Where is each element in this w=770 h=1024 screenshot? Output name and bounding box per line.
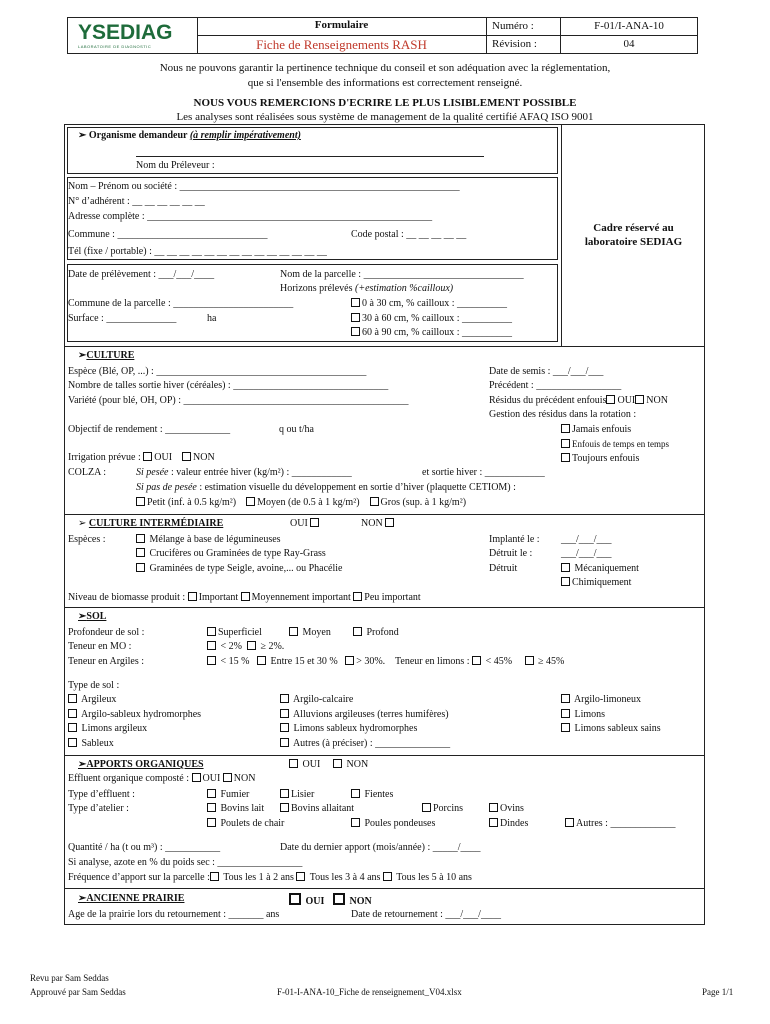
variete-field[interactable]: Variété (pour blé, OH, OP) : _____________________________________________ [68,395,409,406]
profondeur-moyen[interactable]: Moyen [289,627,331,639]
checkbox[interactable] [207,789,216,798]
poulets-option[interactable]: Poulets de chair [207,818,284,830]
mo-low-checkbox[interactable] [207,641,216,650]
checkbox[interactable] [136,534,145,543]
sol-limons[interactable]: Limons [561,709,605,721]
sol-autres[interactable]: Autres (à préciser) : _______________ [280,738,450,750]
sol-title: ➢SOL [78,611,107,622]
autres-option[interactable]: Autres : _____________ [565,818,675,830]
biomasse-important-checkbox[interactable] [188,592,197,601]
checkbox[interactable] [136,548,145,557]
checkbox[interactable] [351,327,360,336]
revision-label: Révision : [492,38,537,50]
checkbox[interactable] [351,298,360,307]
code-postal-field[interactable]: Code postal : __ __ __ __ __ [351,229,467,240]
quantite-field[interactable]: Quantité / ha (t ou m³) : ___________ [68,842,221,853]
sol-sableux[interactable]: Sableux [68,738,114,750]
implante-label: Implanté le : [489,534,540,545]
sortie-hiver-field[interactable]: et sortie hiver : ____________ [422,467,545,478]
toujours-option[interactable]: Toujours enfouis [561,453,639,465]
checkbox[interactable] [385,518,394,527]
surface-field[interactable]: Surface : ______________ [68,313,177,324]
reserved-line-2: laboratoire SEDIAG [584,236,683,248]
arrow-icon: ➢ [78,611,87,622]
effluent-oui-checkbox[interactable] [192,773,201,782]
limons-high-checkbox[interactable] [525,656,534,665]
date-prelevement-field[interactable]: Date de prélèvement : ___/___/____ [68,269,215,280]
porcins-option[interactable]: Porcins [422,803,463,815]
horizons-label: Horizons prélevés (+estimation %cailloux) [280,283,454,294]
freq-3-checkbox[interactable] [383,872,392,881]
type-atelier-label: Type d’atelier : [68,803,129,814]
checkbox[interactable] [68,738,77,747]
logo [78,22,190,50]
tel-field[interactable]: Tél (fixe / portable) : __ __ __ __ __ __ __ __ __ __ __ __ __ __ [68,246,327,257]
fientes-option[interactable]: Fientes [351,789,393,801]
pas-pesee-label: Si pas de pesée : estimation visuelle du développement en sortie d’hiver (plaquette CETIOM) : [136,482,516,493]
frequence-row: Fréquence d’apport sur la parcelle : Tous les 1 à 2 ans Tous les 3 à 4 ans Tous les 5 à 10 ans [68,872,472,883]
checkbox[interactable] [207,627,216,636]
revision-value: 04 [623,38,635,50]
footer-revu: Revu par Sam Seddas [30,973,109,983]
checkbox[interactable] [289,893,301,905]
argiles-mid-checkbox[interactable] [257,656,266,665]
espece-2[interactable]: Crucifères ou Graminées de type Ray-Grass [136,548,326,560]
argiles-options: < 15 % Entre 15 et 30 % > 30%. Teneur en limons : < 45% ≥ 45% [207,656,564,668]
argiles-low-checkbox[interactable] [207,656,216,665]
footer-file: F-01-I-ANA-10_Fiche de renseignement_V04.xlsx [277,987,462,997]
prairie-oui[interactable]: OUI [289,893,324,908]
horizon-60-90[interactable]: 60 à 90 cm, % cailloux : __________ [351,327,512,339]
logo-text: YSEDIAG [78,21,173,44]
irrigation-non-checkbox[interactable] [182,452,191,461]
intermediaire-non[interactable]: NON [361,518,396,530]
irrigation-oui-checkbox[interactable] [143,452,152,461]
footer-approuve: Approuvé par Sam Seddas [30,987,126,997]
checkbox[interactable] [68,694,77,703]
checkbox[interactable] [280,789,289,798]
intermediaire-header: ➢ CULTURE INTERMÉDIAIRE [78,518,224,529]
sol-limons-sableux-hydro[interactable]: Limons sableux hydromorphes [280,723,417,735]
horizon-0-30[interactable]: 0 à 30 cm, % cailloux : __________ [351,298,507,310]
culture-title: ➢CULTURE [78,350,135,361]
ovins-option[interactable]: Ovins [489,803,524,815]
checkbox[interactable] [280,723,289,732]
profondeur-label: Profondeur de sol : [68,627,145,638]
sol-limons-argileux[interactable]: Limons argileux [68,723,147,735]
intro-line-2: que si l'ensemble des informations est correctement renseigné. [247,77,523,89]
irrigation-row: Irrigation prévue : OUI NON [68,452,215,463]
checkbox[interactable] [136,563,145,572]
form-title: Fiche de Renseignements RASH [256,37,427,52]
nom-field[interactable]: Nom – Prénom ou société : ________________________________________________________ [68,181,460,192]
checkbox[interactable] [280,738,289,747]
preleveur-label: Nom du Préleveur : [136,160,215,171]
residus-row: Résidus du précédent enfouis OUI NON [489,395,668,406]
q-unit: q ou t/ha [279,424,314,435]
adresse-field[interactable]: Adresse complète : _________________________________________________________ [68,211,433,222]
adherent-field[interactable]: N° d’adhérent : __ __ __ __ __ __ [68,196,205,207]
prairie-age-field[interactable]: Age de la prairie lors du retournement : _______ ans [68,909,280,920]
prairie-title: ➢ANCIENNE PRAIRIE [78,893,185,904]
prairie-non[interactable]: NON [333,893,372,908]
detruit-le-field[interactable]: ___/___/___ [561,548,612,559]
residus-non-checkbox[interactable] [635,395,644,404]
arrow-icon: ➢ [78,759,87,770]
sol-limons-sableux-sains[interactable]: Limons sableux sains [561,723,661,735]
temps-option[interactable]: Enfouis de temps en temps [561,438,669,450]
checkbox[interactable] [565,818,574,827]
reserved-line-1: Cadre réservé au [593,222,674,234]
checkbox[interactable] [351,789,360,798]
checkbox[interactable] [351,313,360,322]
biomasse-row: Niveau de biomasse produit : Important Moyennement important Peu important [68,592,421,603]
checkbox[interactable] [333,893,345,905]
sol-argilo-sableux[interactable]: Argilo-sableux hydromorphes [68,709,201,721]
profondeur-superficiel[interactable]: Superficiel [207,627,262,639]
prairie-date-field[interactable]: Date de retournement : ___/___/____ [351,909,501,920]
checkbox[interactable] [561,439,570,448]
sol-alluvions[interactable]: Alluvions argileuses (terres humifères) [280,709,449,721]
petit-checkbox[interactable] [136,497,145,506]
checkbox[interactable] [561,424,570,433]
checkbox[interactable] [561,709,570,718]
form-label: Formulaire [314,19,369,31]
effluent-row: Effluent organique composté : OUI NON [68,773,256,784]
bovins-allaitant-option[interactable]: Bovins allaitant [280,803,354,815]
type-sol-label: Type de sol : [68,680,120,691]
arrow-icon: ➢ [78,518,89,529]
checkbox[interactable] [68,709,77,718]
fumier-option[interactable]: Fumier [207,789,249,801]
checkbox[interactable] [353,627,362,636]
logo-tagline: LABORATOIRE DE DIAGNOSTIC [78,44,152,49]
dindes-option[interactable]: Dindes [489,818,528,830]
precedent-field[interactable]: Précédent : _________________ [489,380,622,391]
checkbox[interactable] [333,759,342,768]
colza-size-row: Petit (inf. à 0.5 kg/m²) Moyen (de 0.5 à 1 kg/m²) Gros (sup. à 1 kg/m²) [136,497,466,509]
apports-oui[interactable]: OUI [289,759,320,771]
checkbox[interactable] [561,563,570,572]
sol-argileux[interactable]: Argileux [68,694,116,706]
implante-field[interactable]: ___/___/___ [561,534,612,545]
gestion-label: Gestion des résidus dans la rotation : [489,409,637,420]
sol-argilo-limoneux[interactable]: Argilo-limoneux [561,694,641,706]
checkbox[interactable] [207,818,216,827]
parcelle-field[interactable]: Nom de la parcelle : ________________________________ [280,269,524,280]
numero-value: F-01/I-ANA-10 [594,20,664,32]
checkbox[interactable] [561,694,570,703]
intro-cert: Les analyses sont réalisées sous système de management de la qualité certifié AFAQ ISO 9001 [176,111,594,123]
colza-label: COLZA : [68,467,107,478]
checkbox[interactable] [489,803,498,812]
lisier-option[interactable]: Lisier [280,789,314,801]
checkbox[interactable] [289,759,298,768]
footer-page: Page 1/1 [702,987,734,997]
intermediaire-oui[interactable]: OUI [290,518,321,530]
checkbox[interactable] [207,803,216,812]
checkbox[interactable] [422,803,431,812]
apports-non[interactable]: NON [333,759,368,771]
talles-field[interactable]: Nombre de talles sortie hiver (céréales) : _______________________________ [68,380,389,391]
numero-label: Numéro : [492,20,534,32]
arrow-icon: ➢ [78,350,87,361]
profondeur-profond[interactable]: Profond [353,627,399,639]
moyen-checkbox[interactable] [246,497,255,506]
intro-heading: NOUS VOUS REMERCIONS D'ECRIRE LE PLUS LISIBLEMENT POSSIBLE [193,97,577,109]
checkbox[interactable] [561,453,570,462]
checkbox[interactable] [310,518,319,527]
poules-option[interactable]: Poules pondeuses [351,818,435,830]
objectif-field[interactable]: Objectif de rendement : _____________ [68,424,231,435]
semis-field[interactable]: Date de semis : ___/___/___ [489,366,604,377]
freq-1-checkbox[interactable] [210,872,219,881]
espece-3[interactable]: Graminées de type Seigle, avoine,... ou Phacélie [136,563,343,575]
argiles-label: Teneur en Argiles : [68,656,145,667]
mo-options: < 2% ≥ 2%. [207,641,284,653]
checkbox[interactable] [289,627,298,636]
sol-argilo-calcaire[interactable]: Argilo-calcaire [280,694,353,706]
horizon-30-60[interactable]: 30 à 60 cm, % cailloux : __________ [351,313,512,325]
mo-label: Teneur en MO : [68,641,132,652]
detruit-le-label: Détruit le : [489,548,533,559]
limons-low-checkbox[interactable] [472,656,481,665]
jamais-option[interactable]: Jamais enfouis [561,424,631,436]
chimi-option[interactable]: Chimiquement [561,577,631,589]
meca-option[interactable]: Mécaniquement [561,563,639,575]
especes-label: Espèces : [68,534,106,545]
argiles-high-checkbox[interactable] [345,656,354,665]
arrow-icon: ➢ [78,130,89,141]
biomasse-peu-checkbox[interactable] [353,592,362,601]
checkbox[interactable] [351,818,360,827]
bovins-lait-option[interactable]: Bovins lait [207,803,264,815]
mo-high-checkbox[interactable] [247,641,256,650]
biomasse-moyen-checkbox[interactable] [241,592,250,601]
dernier-apport-field[interactable]: Date du dernier apport (mois/année) : _____/____ [280,842,481,853]
pesee-field[interactable]: Si pesée : valeur entrée hiver (kg/m²) : ____________ [136,467,352,478]
checkbox[interactable] [561,577,570,586]
apports-title: ➢APPORTS ORGANIQUES [78,759,204,770]
checkbox[interactable] [280,694,289,703]
checkbox[interactable] [489,818,498,827]
checkbox[interactable] [280,709,289,718]
type-effluent-label: Type d’effluent : [68,789,135,800]
organisme-note: (à remplir impérativement) [189,130,301,141]
gros-checkbox[interactable] [370,497,379,506]
intro-line-1: Nous ne pouvons garantir la pertinence technique du conseil et son adéquation avec la réglementation, [159,62,611,74]
checkbox[interactable] [280,803,289,812]
espece-1[interactable]: Mélange à base de légumineuses [136,534,281,546]
commune-field[interactable]: Commune : ______________________________ [68,229,268,240]
freq-2-checkbox[interactable] [296,872,305,881]
residus-oui-checkbox[interactable] [606,395,615,404]
commune-parcelle-field[interactable]: Commune de la parcelle : ________________________ [68,298,294,309]
arrow-icon: ➢ [78,893,87,904]
checkbox[interactable] [68,723,77,732]
ha-unit: ha [207,313,217,324]
azote-field[interactable]: Si analyse, azote en % du poids sec : _________________ [68,857,303,868]
espece-field[interactable]: Espèce (Blé, OP, ...) : __________________________________________ [68,366,367,377]
effluent-non-checkbox[interactable] [223,773,232,782]
detruit-label: Détruit [489,563,518,574]
checkbox[interactable] [561,723,570,732]
organisme-title: ➢ Organisme demandeur (à remplir impérativement) [78,130,301,141]
